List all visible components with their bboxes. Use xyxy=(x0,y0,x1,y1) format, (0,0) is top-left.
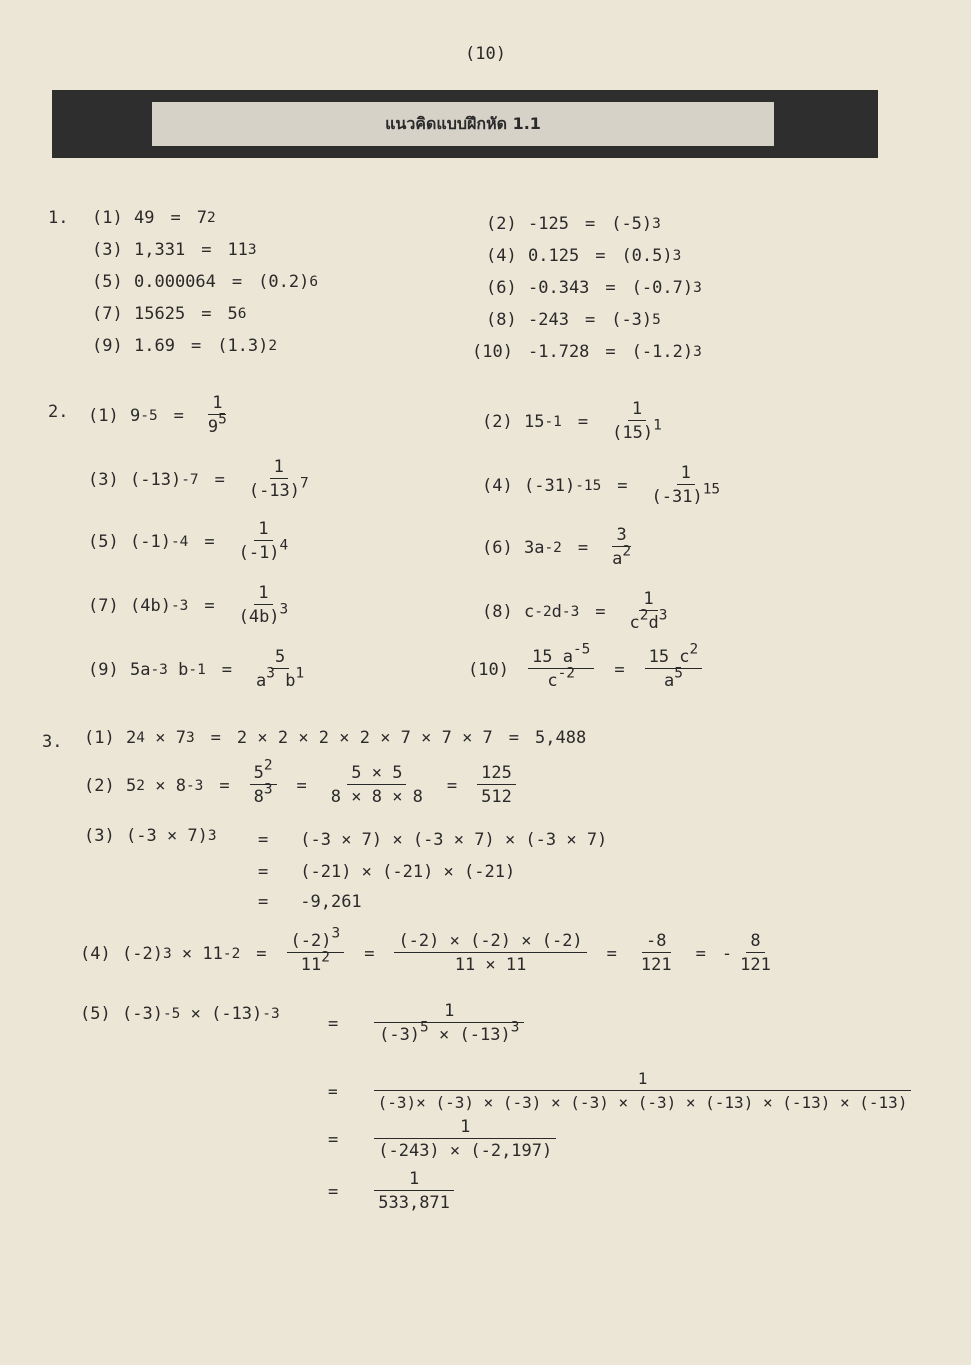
item-label: (9) xyxy=(88,659,119,680)
fraction xyxy=(608,398,666,445)
q1-item: (2) -125 = (-5) 3 xyxy=(486,214,661,234)
equals: = xyxy=(595,601,606,622)
fraction: $\frac{1}{(-3)^5 \times (-13)^3}$ xyxy=(374,1000,524,1047)
value: 1.69 xyxy=(134,336,175,356)
q1-item: (9) 1.69 = (1.3) 2 xyxy=(92,336,278,356)
question-number: 2. xyxy=(48,402,69,422)
value: -243 xyxy=(528,310,569,330)
equals: = xyxy=(214,469,225,490)
q2-item xyxy=(468,641,706,693)
equals: = xyxy=(201,304,212,324)
fraction xyxy=(204,392,231,439)
fraction xyxy=(252,646,308,693)
denominator: $a^5$ xyxy=(663,665,683,691)
value: 0.000064 xyxy=(134,272,216,292)
equals: = xyxy=(605,278,616,298)
item-label: (7) xyxy=(88,595,119,616)
base: (-5) xyxy=(611,214,653,234)
item-label: (10) xyxy=(472,342,513,362)
fraction: $\frac{5^2}{8^3}$ xyxy=(250,762,277,809)
item-label: (1) xyxy=(88,405,119,426)
value: -0.343 xyxy=(528,278,590,298)
section-banner xyxy=(52,90,878,158)
equals: = xyxy=(170,208,181,228)
fraction xyxy=(245,456,313,503)
item-label: (1) xyxy=(84,728,115,748)
q1-item: (8) -243 = (-3) 5 xyxy=(486,310,661,330)
base: 15 xyxy=(524,411,545,432)
base: 5 xyxy=(227,304,238,324)
denominator: $(-1)^4$ xyxy=(238,537,289,563)
fraction xyxy=(608,524,635,571)
item-label: (5) xyxy=(88,531,119,552)
page-number: (10) xyxy=(465,44,506,64)
value: -125 xyxy=(528,214,569,234)
numerator: 5 xyxy=(271,646,289,669)
fraction: $\frac{1}{(-3)\times (-3) \times (-3) \times (-3) \times (-3) \times (-13) \times (-13) \times (-13)}$ xyxy=(374,1068,912,1115)
numerator: 1 xyxy=(254,518,272,541)
denominator: $a^3$ $b^1$ xyxy=(256,665,305,691)
value: -1.728 xyxy=(528,342,590,362)
item-label: (4) xyxy=(482,475,513,496)
q1-item: (5) 0.000064 = (0.2) 6 xyxy=(92,272,319,292)
item-label: (3) xyxy=(88,469,119,490)
base: (-0.7) xyxy=(631,278,694,298)
base: (-13) xyxy=(130,469,182,490)
fraction: $\frac{-8}{121}$ xyxy=(640,931,672,975)
equals: = xyxy=(577,537,589,558)
equals: = xyxy=(617,475,628,496)
fraction: $\frac{(-2)^3}{11^2}$ xyxy=(287,930,345,977)
equals: = xyxy=(614,659,625,680)
q3-part-5-line: = $\frac{1}{(-243) \times (-2,197)}$ xyxy=(328,1116,560,1163)
numerator: 1 xyxy=(628,398,646,421)
fraction xyxy=(626,588,672,635)
equals: = xyxy=(204,531,215,552)
numerator: 1 xyxy=(254,582,272,605)
q3-part-3-line: = (-21) × (-21) × (-21) xyxy=(258,862,516,882)
equals: = xyxy=(190,336,202,356)
equals: = xyxy=(231,272,243,292)
base: (-1.2) xyxy=(631,342,694,362)
numerator: 15 $a^{-5}$ xyxy=(528,646,594,669)
base: (-1) xyxy=(130,531,171,552)
q3-part-4: (4) (-2) 3 × 11 -2 = $\frac{(-2)^3}{11^2}$ = $\frac{(-2) \times (-2) \times (-2)}{11 \times 11}$ = $\frac{-8}{121}$ = - $\frac{8}{121}$ xyxy=(80,930,779,977)
fraction: $\frac{5 \times 5}{8 \times 8 \times 8}$ xyxy=(330,763,423,807)
q1-item: (10) -1.728 = (-1.2) 3 xyxy=(472,342,702,362)
section-title: แนวคิดแบบฝึกหัด 1.1 xyxy=(152,102,774,146)
denominator: $c^{-2}$ xyxy=(547,665,575,691)
base: (4b) xyxy=(130,595,171,616)
fraction xyxy=(235,518,293,565)
equals: = xyxy=(595,246,606,266)
fraction: $\frac{125}{512}$ xyxy=(477,762,516,809)
item-label: (10) xyxy=(468,659,509,680)
q1-item: (7) 15625 = 5 6 xyxy=(92,304,247,324)
denominator: $c^2d^3$ xyxy=(629,607,668,633)
item-label: (5) xyxy=(92,272,123,292)
q2-item: (8) c -2 d -3 = $\frac{1}{c^2d^3}$ xyxy=(482,588,675,635)
equals: = xyxy=(221,659,233,680)
equals: = xyxy=(201,240,212,260)
fraction: $\frac{1}{(-243) \times (-2,197)}$ xyxy=(374,1116,556,1163)
q3-part-3: (3) (-3 × 7) 3 xyxy=(84,826,217,846)
fraction: $\frac{1}{533,871}$ xyxy=(374,1168,454,1215)
equals: = xyxy=(584,214,596,234)
equals: = xyxy=(605,342,616,362)
fraction xyxy=(235,582,293,629)
equals: = xyxy=(173,405,184,426)
base: (0.2) xyxy=(258,272,310,292)
item-label: (4) xyxy=(80,943,111,964)
q3-part-3-line: = (-3 × 7) × (-3 × 7) × (-3 × 7) xyxy=(258,830,608,850)
q2-item: (7) (4b) -3 = $\frac{1}{(4b)^3}$ xyxy=(88,582,296,629)
q2-item: (5) (-1) -4 = $\frac{1}{(-1)^4}$ xyxy=(88,518,296,565)
base: 3a xyxy=(524,537,545,558)
numerator: 3 xyxy=(612,524,630,547)
item-label: (8) xyxy=(482,601,513,622)
question-number: 3. xyxy=(42,732,63,752)
denominator: $a^2$ xyxy=(612,543,632,569)
equals: = xyxy=(204,595,215,616)
fraction: $\frac{8}{121}$ xyxy=(740,931,771,975)
item-label: (7) xyxy=(92,304,123,324)
q3-part-5-line: = $\frac{1}{533,871}$ xyxy=(328,1168,458,1215)
item-label: (3) xyxy=(92,240,123,260)
value: 49 xyxy=(134,208,155,228)
q1-item: (4) 0.125 = (0.5) 3 xyxy=(486,246,682,266)
base: (0.5) xyxy=(621,246,673,266)
denominator: $(4b)^3$ xyxy=(238,601,289,627)
fraction: $\frac{(-2) \times (-2) \times (-2)}{11 \times 11}$ xyxy=(394,930,586,977)
numerator: 1 xyxy=(639,588,657,611)
numerator: 1 xyxy=(208,392,226,415)
denominator: $(-13)^7$ xyxy=(248,475,309,501)
q1-item: (3) 1,331 = 11 3 xyxy=(92,240,257,260)
q2-item: (9) 5a -3 b -1 = $\frac{5}{a^3 b^1}$ xyxy=(88,646,312,693)
q3-part-1: (1) 2 4 × 7 3 = 2 × 2 × 2 × 2 × 7 × 7 × 7 = 5,488 xyxy=(84,728,587,748)
item-label: (4) xyxy=(486,246,517,266)
base: 9 xyxy=(130,405,141,426)
q3-part-5: (5) (-3) -5 × (-13) -3 xyxy=(80,1004,280,1024)
q2-item: (1) 9 -5 = $\frac{1}{9^5}$ xyxy=(88,392,235,439)
result: 5,488 xyxy=(535,728,587,748)
q1-item: (6) -0.343 = (-0.7) 3 xyxy=(486,278,702,298)
numerator: 15 $c^2$ xyxy=(645,646,703,669)
base: (-3) xyxy=(611,310,653,330)
denominator: $(-31)^{15}$ xyxy=(651,481,721,507)
expansion: 2 × 2 × 2 × 2 × 7 × 7 × 7 xyxy=(236,728,493,748)
fraction xyxy=(645,641,703,693)
value: 1,331 xyxy=(134,240,186,260)
q3-part-2: (2) 5 2 × 8 -3 = $\frac{5^2}{8^3}$ = $\frac{5 \times 5}{8 \times 8 \times 8}$ = $\frac{125}{512}$ xyxy=(84,762,520,809)
base: 11 xyxy=(227,240,248,260)
equals: = xyxy=(577,411,589,432)
numerator: 1 xyxy=(677,462,695,485)
item-label: (5) xyxy=(80,1004,111,1024)
q2-item: (6) 3a -2 = $\frac{3}{a^2}$ xyxy=(482,524,639,571)
item-label: (3) xyxy=(84,826,115,846)
equals: = xyxy=(584,310,596,330)
q3-part-5-line: = $\frac{1}{(-3)^5 \times (-13)^3}$ xyxy=(328,1000,528,1047)
base: (1.3) xyxy=(217,336,269,356)
q3-part-5-line: = $\frac{1}{(-3)\times (-3) \times (-3) \times (-3) \times (-3) \times (-13) \times (-13) \times (-13)}$ xyxy=(328,1068,915,1115)
item-label: (2) xyxy=(486,214,517,234)
fraction xyxy=(528,641,594,693)
base: 7 xyxy=(196,208,207,228)
value: 15625 xyxy=(134,304,186,324)
q2-item: (3) (-13) -7 = $\frac{1}{(-13)^7}$ xyxy=(88,456,317,503)
item-label: (6) xyxy=(486,278,517,298)
denominator: $9^5$ xyxy=(207,411,227,437)
q2-item: (2) 15 -1 = $\frac{1}{(15)^1}$ xyxy=(482,398,670,445)
q1-item: (1) 49 = 7 2 xyxy=(92,208,216,228)
denominator: $(15)^1$ xyxy=(612,417,662,443)
item-label: (6) xyxy=(482,537,513,558)
item-label: (9) xyxy=(92,336,123,356)
item-label: (1) xyxy=(92,208,123,228)
fraction xyxy=(648,462,725,509)
item-label: (8) xyxy=(486,310,517,330)
value: 0.125 xyxy=(528,246,580,266)
q2-item: (4) (-31) -15 = $\frac{1}{(-31)^{15}}$ xyxy=(482,462,728,509)
item-label: (2) xyxy=(84,775,115,796)
question-number: 1. xyxy=(48,208,69,228)
numerator: 1 xyxy=(270,456,288,479)
item-label: (2) xyxy=(482,411,513,432)
base: (-31) xyxy=(524,475,576,496)
q3-part-3-line: = -9,261 xyxy=(258,892,362,912)
